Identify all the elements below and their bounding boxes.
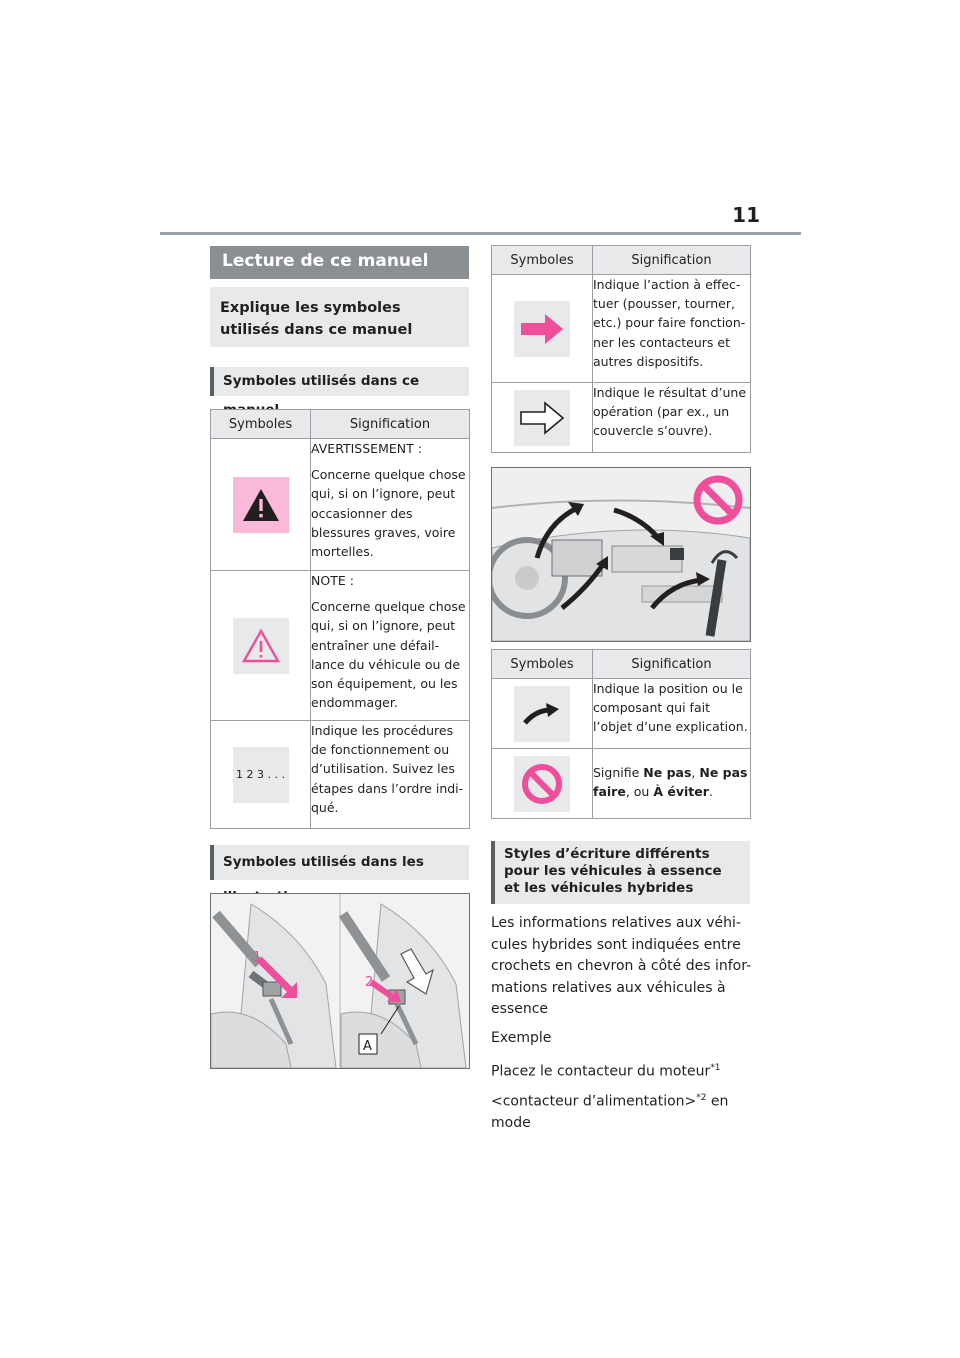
warning-filled-icon <box>233 477 289 533</box>
heading-illustration-symbols: Symboles utilisés dans les <box>210 845 469 880</box>
section-title: Lecture de ce manuel <box>210 246 469 279</box>
example-label: Exemple <box>491 1030 552 1046</box>
warning-text: Concerne quelque chose qui, si on l’ignore, peut occasionner des blessures graves, voire mortelles. <box>311 467 466 560</box>
prohibited-text: Signifie Ne pas, Ne pas faire, ou À éviter. <box>593 765 748 800</box>
action-symbols-table <box>491 245 751 453</box>
table-header-row <box>492 650 751 679</box>
action-text: Indique l’action à effec-tuer (pousser, tourner, etc.) pour faire fonction-ner les contacteurs et autres dispositifs. <box>593 277 746 369</box>
col-meaning-header: Signification <box>593 246 751 275</box>
result-text: Indique le résultat d’une opération (par ex., un couvercle s’ouvre). <box>593 385 747 439</box>
steps-icon <box>233 747 289 803</box>
prohibited-icon <box>514 756 570 812</box>
dashboard-illustration <box>491 467 751 642</box>
steps-icon-text: 1 2 3 . . . <box>236 768 285 781</box>
callout-a-label: A <box>363 1039 372 1054</box>
note-text: Concerne quelque chose qui, si on l’ignore, peut entraîner une défail-lance du véhicule ou de son équipement, ou les endommager. <box>311 599 466 711</box>
note-title: NOTE : <box>311 573 354 588</box>
table-row <box>211 439 470 571</box>
step-2-label: 2 <box>365 975 374 990</box>
pink-arrow-icon <box>514 301 570 357</box>
outline-arrow-icon <box>514 390 570 446</box>
col-meaning-header: Signification <box>593 650 751 679</box>
table-row <box>492 383 751 453</box>
curved-arrow-icon <box>514 686 570 742</box>
col-symbols-header: Symboles <box>211 410 311 439</box>
steps-text: Indique les procédures de fonctionnement ou d’utilisation. Suivez les étapes dans l’ordre indi-qué. <box>311 723 464 815</box>
manual-symbols-table <box>210 409 470 829</box>
example-line-2: <contacteur d’alimentation>$^{*2}$ en mode <box>491 1093 729 1132</box>
table-row <box>492 275 751 383</box>
header-rule <box>160 232 801 235</box>
table-row <box>492 679 751 749</box>
col-symbols-header: Symboles <box>492 246 593 275</box>
seatbelt-illustration <box>210 893 470 1069</box>
styles-paragraph: Les informations relatives aux véhi-cules hybrides sont indiquées entre crochets en chevron à côté des infor-mations relatives aux véhicules à essence <box>491 915 752 1017</box>
col-meaning-header: Signification <box>311 410 470 439</box>
table-row <box>211 721 470 829</box>
position-text: Indique la position ou le composant qui fait l’objet d’une explication. <box>593 681 748 735</box>
intro-box: Explique les symboles utilisés dans ce manuel <box>210 287 469 347</box>
example-line-1: Placez le contacteur du moteur$^{*1}$ <box>491 1063 721 1080</box>
caution-outline-icon <box>233 618 289 674</box>
heading-styles: Styles d’écriture différents pour les véhicules à essence et les véhicules hybrides <box>491 841 750 904</box>
page-number: 11 <box>732 203 760 227</box>
table-row <box>211 571 470 721</box>
step-1-label: 1 <box>253 950 262 965</box>
position-symbols-table <box>491 649 751 819</box>
table-header-row <box>211 410 470 439</box>
table-row <box>492 749 751 819</box>
col-symbols-header: Symboles <box>492 650 593 679</box>
table-header-row <box>492 246 751 275</box>
warning-title: AVERTISSEMENT : <box>311 441 422 456</box>
heading-manual-symbols: Symboles utilisés dans ce <box>210 367 469 396</box>
